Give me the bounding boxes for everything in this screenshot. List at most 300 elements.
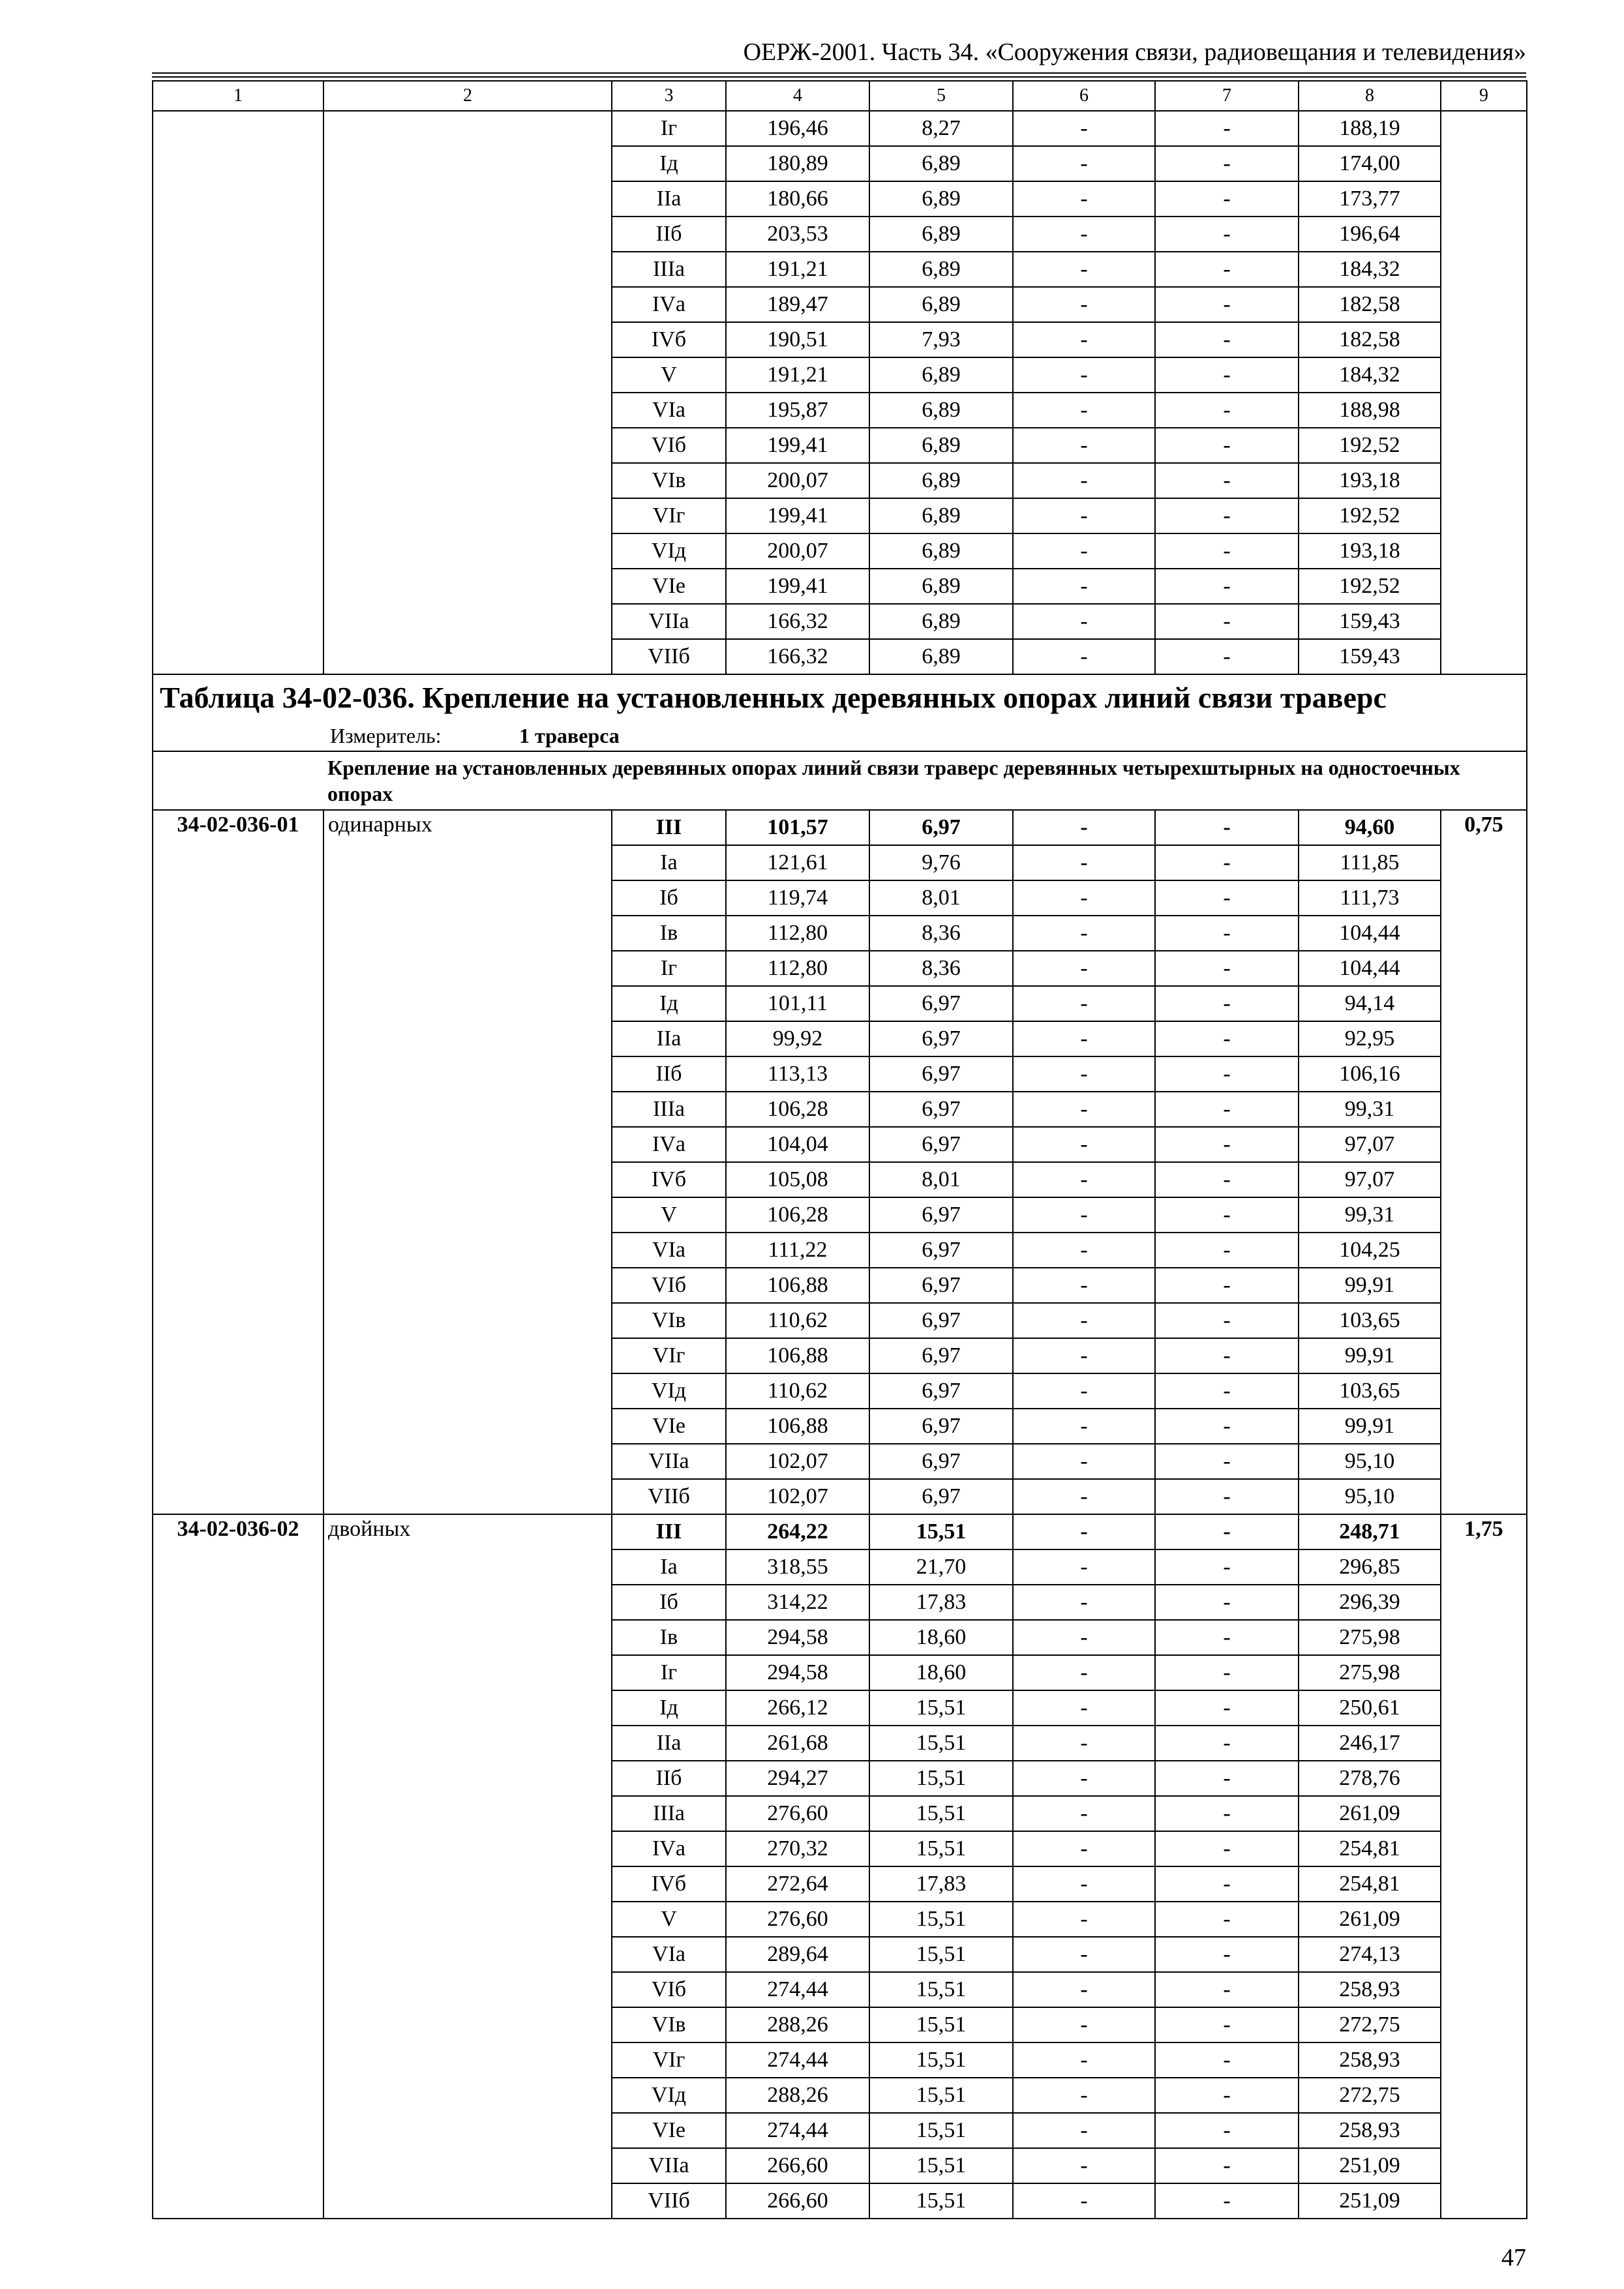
value-cell: 276,60 bbox=[726, 1796, 869, 1831]
value-cell: 106,28 bbox=[726, 1092, 869, 1127]
value-cell: - bbox=[1155, 2148, 1299, 2183]
value-cell: - bbox=[1155, 463, 1299, 498]
value-cell: 258,93 bbox=[1299, 2113, 1441, 2148]
value-cell: - bbox=[1013, 810, 1155, 845]
rates-table-body bbox=[153, 81, 1527, 2219]
value-cell: 166,32 bbox=[726, 639, 869, 674]
zone-cell: V bbox=[612, 1197, 726, 1233]
value-cell: 188,19 bbox=[1299, 111, 1441, 146]
value-cell: - bbox=[1155, 1866, 1299, 1902]
value-cell: - bbox=[1155, 1303, 1299, 1338]
unit-wrap bbox=[157, 724, 1522, 747]
value-cell: 159,43 bbox=[1299, 639, 1441, 674]
value-cell: - bbox=[1013, 1549, 1155, 1585]
value-cell: 15,51 bbox=[869, 2113, 1013, 2148]
zone-cell: VIв bbox=[612, 463, 726, 498]
value-cell: - bbox=[1155, 1338, 1299, 1373]
value-cell: 200,07 bbox=[726, 463, 869, 498]
value-cell: - bbox=[1013, 1937, 1155, 1972]
zone-cell: VIд bbox=[612, 1373, 726, 1409]
value-cell: - bbox=[1013, 146, 1155, 181]
value-cell: - bbox=[1155, 1162, 1299, 1197]
value-cell: - bbox=[1013, 2113, 1155, 2148]
value-cell: 9,76 bbox=[869, 845, 1013, 880]
value-cell: - bbox=[1013, 1796, 1155, 1831]
zone-cell: Iб bbox=[612, 880, 726, 916]
value-cell: 289,64 bbox=[726, 1937, 869, 1972]
value-cell: - bbox=[1155, 1620, 1299, 1655]
zone-cell: Iд bbox=[612, 1690, 726, 1726]
value-cell: 106,88 bbox=[726, 1338, 869, 1373]
zone-cell: VIIб bbox=[612, 1479, 726, 1514]
value-cell: - bbox=[1155, 146, 1299, 181]
value-cell: - bbox=[1155, 322, 1299, 357]
value-cell: 95,10 bbox=[1299, 1479, 1441, 1514]
value-cell: 159,43 bbox=[1299, 604, 1441, 639]
table-row bbox=[153, 810, 1527, 845]
value-cell: 199,41 bbox=[726, 498, 869, 533]
value-cell: 104,04 bbox=[726, 1127, 869, 1162]
value-cell: 254,81 bbox=[1299, 1866, 1441, 1902]
value-cell: 15,51 bbox=[869, 1726, 1013, 1761]
zone-cell: VIе bbox=[612, 1409, 726, 1444]
value-cell: - bbox=[1155, 1197, 1299, 1233]
zone-cell: V bbox=[612, 1902, 726, 1937]
value-cell: - bbox=[1155, 2007, 1299, 2042]
value-cell: 104,44 bbox=[1299, 951, 1441, 986]
value-cell: 15,51 bbox=[869, 2148, 1013, 2183]
zone-cell: Iг bbox=[612, 1655, 726, 1690]
value-cell: - bbox=[1155, 2078, 1299, 2113]
value-cell: 6,89 bbox=[869, 428, 1013, 463]
value-cell: - bbox=[1013, 1303, 1155, 1338]
value-cell: 188,98 bbox=[1299, 393, 1441, 428]
value-cell: - bbox=[1155, 1937, 1299, 1972]
column-number: 3 bbox=[612, 81, 726, 111]
value-cell: 95,10 bbox=[1299, 1444, 1441, 1479]
value-cell: - bbox=[1013, 1831, 1155, 1866]
value-cell: 15,51 bbox=[869, 1902, 1013, 1937]
value-cell: - bbox=[1013, 111, 1155, 146]
value-cell: - bbox=[1155, 1479, 1299, 1514]
section-row bbox=[153, 751, 1527, 810]
zone-cell: IIб bbox=[612, 1761, 726, 1796]
zone-cell: VIа bbox=[612, 393, 726, 428]
zone-cell: IIб bbox=[612, 1056, 726, 1092]
zone-cell: IIIа bbox=[612, 1092, 726, 1127]
value-cell: 15,51 bbox=[869, 2078, 1013, 2113]
value-cell: 272,75 bbox=[1299, 2078, 1441, 2113]
table-row bbox=[153, 1514, 1527, 1549]
value-cell: 94,14 bbox=[1299, 986, 1441, 1021]
value-cell: - bbox=[1155, 533, 1299, 569]
code-cell bbox=[153, 111, 323, 674]
value-cell: 199,41 bbox=[726, 569, 869, 604]
value-cell: 102,07 bbox=[726, 1479, 869, 1514]
value-cell: 192,52 bbox=[1299, 569, 1441, 604]
value-cell: - bbox=[1013, 1479, 1155, 1514]
value-cell: - bbox=[1013, 2078, 1155, 2113]
value-cell: - bbox=[1013, 2148, 1155, 2183]
value-cell: 275,98 bbox=[1299, 1655, 1441, 1690]
value-cell: 294,58 bbox=[726, 1620, 869, 1655]
value-cell: 104,44 bbox=[1299, 916, 1441, 951]
value-cell: 6,89 bbox=[869, 252, 1013, 287]
value-cell: 17,83 bbox=[869, 1585, 1013, 1620]
value-cell: - bbox=[1155, 1233, 1299, 1268]
value-cell: - bbox=[1013, 1197, 1155, 1233]
value-cell: - bbox=[1013, 428, 1155, 463]
zone-cell: VIв bbox=[612, 2007, 726, 2042]
value-cell: - bbox=[1013, 1127, 1155, 1162]
value-cell: 15,51 bbox=[869, 2183, 1013, 2219]
value-cell: 276,60 bbox=[726, 1902, 869, 1937]
value-cell: 275,98 bbox=[1299, 1620, 1441, 1655]
value-cell: - bbox=[1155, 2042, 1299, 2078]
value-cell: 101,57 bbox=[726, 810, 869, 845]
value-cell: - bbox=[1013, 1373, 1155, 1409]
value-cell: - bbox=[1013, 181, 1155, 217]
zone-cell: VIг bbox=[612, 1338, 726, 1373]
value-cell: - bbox=[1013, 322, 1155, 357]
value-cell: - bbox=[1155, 1409, 1299, 1444]
value-cell: - bbox=[1155, 2113, 1299, 2148]
value-cell: - bbox=[1155, 1902, 1299, 1937]
value-cell: 182,58 bbox=[1299, 287, 1441, 322]
zone-cell: Iг bbox=[612, 951, 726, 986]
value-cell: - bbox=[1155, 287, 1299, 322]
value-cell: - bbox=[1013, 1409, 1155, 1444]
value-cell: 111,22 bbox=[726, 1233, 869, 1268]
value-cell: - bbox=[1013, 2007, 1155, 2042]
value-cell: 101,11 bbox=[726, 986, 869, 1021]
column-number: 2 bbox=[323, 81, 612, 111]
zone-cell: IIа bbox=[612, 1021, 726, 1056]
value-cell: - bbox=[1155, 916, 1299, 951]
value-cell: 99,31 bbox=[1299, 1197, 1441, 1233]
zone-cell: IIIа bbox=[612, 1796, 726, 1831]
value-cell: 112,80 bbox=[726, 916, 869, 951]
value-cell: - bbox=[1013, 2183, 1155, 2219]
value-cell: - bbox=[1155, 252, 1299, 287]
section-spacer bbox=[153, 751, 323, 810]
value-cell: 15,51 bbox=[869, 1831, 1013, 1866]
value-cell: 92,95 bbox=[1299, 1021, 1441, 1056]
value-cell: - bbox=[1155, 639, 1299, 674]
value-cell: - bbox=[1155, 845, 1299, 880]
zone-cell: VIе bbox=[612, 569, 726, 604]
value-cell: - bbox=[1013, 287, 1155, 322]
value-cell: 261,09 bbox=[1299, 1796, 1441, 1831]
value-cell: - bbox=[1155, 1655, 1299, 1690]
value-cell: - bbox=[1013, 1655, 1155, 1690]
zone-cell: Iа bbox=[612, 845, 726, 880]
value-cell: - bbox=[1013, 1233, 1155, 1268]
value-cell: 15,51 bbox=[869, 1690, 1013, 1726]
value-cell: - bbox=[1155, 1726, 1299, 1761]
item-name: двойных bbox=[323, 1514, 612, 2219]
zone-cell: VIIа bbox=[612, 604, 726, 639]
zone-cell: VIIа bbox=[612, 2148, 726, 2183]
value-cell: - bbox=[1013, 1902, 1155, 1937]
value-cell: 254,81 bbox=[1299, 1831, 1441, 1866]
value-cell: 97,07 bbox=[1299, 1162, 1441, 1197]
value-cell: - bbox=[1013, 533, 1155, 569]
value-cell: - bbox=[1155, 951, 1299, 986]
name-cell bbox=[323, 111, 612, 674]
value-cell: 6,97 bbox=[869, 1268, 1013, 1303]
section-heading: Крепление на установленных деревянных опорах линий связи траверс деревянных четырехштырных на одностоечных опорах bbox=[323, 751, 1527, 810]
value-cell: 190,51 bbox=[726, 322, 869, 357]
value-cell: 192,52 bbox=[1299, 498, 1441, 533]
value-cell: 199,41 bbox=[726, 428, 869, 463]
value-cell: 274,44 bbox=[726, 1972, 869, 2007]
value-cell: 113,13 bbox=[726, 1056, 869, 1092]
value-cell: 6,97 bbox=[869, 1409, 1013, 1444]
value-cell: 272,64 bbox=[726, 1866, 869, 1902]
value-cell: 278,76 bbox=[1299, 1761, 1441, 1796]
value-cell: 6,89 bbox=[869, 217, 1013, 252]
zone-cell: Iд bbox=[612, 146, 726, 181]
value-cell: 294,58 bbox=[726, 1655, 869, 1690]
value-cell: - bbox=[1155, 1690, 1299, 1726]
value-cell: - bbox=[1155, 2183, 1299, 2219]
value-cell: 193,18 bbox=[1299, 463, 1441, 498]
value-cell: 6,97 bbox=[869, 1021, 1013, 1056]
rates-table-container bbox=[152, 80, 1526, 2219]
value-cell: 266,60 bbox=[726, 2183, 869, 2219]
value-cell: - bbox=[1155, 498, 1299, 533]
value-cell: 99,92 bbox=[726, 1021, 869, 1056]
value-cell: 15,51 bbox=[869, 1761, 1013, 1796]
value-cell: - bbox=[1013, 1162, 1155, 1197]
value-cell: 251,09 bbox=[1299, 2148, 1441, 2183]
zone-cell: IVб bbox=[612, 1162, 726, 1197]
value-cell: 110,62 bbox=[726, 1303, 869, 1338]
value-cell: 6,89 bbox=[869, 533, 1013, 569]
value-cell: 6,97 bbox=[869, 1303, 1013, 1338]
value-cell: 15,51 bbox=[869, 1972, 1013, 2007]
value-cell: 18,60 bbox=[869, 1620, 1013, 1655]
value-cell: 195,87 bbox=[726, 393, 869, 428]
value-cell: 110,62 bbox=[726, 1373, 869, 1409]
zone-cell: VIг bbox=[612, 2042, 726, 2078]
zone-cell: VIв bbox=[612, 1303, 726, 1338]
value-cell: - bbox=[1155, 1549, 1299, 1585]
value-cell: 264,22 bbox=[726, 1514, 869, 1549]
value-cell: 15,51 bbox=[869, 2007, 1013, 2042]
value-cell: 193,18 bbox=[1299, 533, 1441, 569]
rates-table bbox=[152, 80, 1527, 2219]
value-cell: 7,93 bbox=[869, 322, 1013, 357]
value-cell: - bbox=[1155, 1831, 1299, 1866]
item-code: 34-02-036-02 bbox=[153, 1514, 323, 2219]
value-cell: - bbox=[1013, 1021, 1155, 1056]
value-cell: 6,97 bbox=[869, 1338, 1013, 1373]
page-number: 47 bbox=[1501, 2244, 1526, 2271]
column-number: 7 bbox=[1155, 81, 1299, 111]
value-cell: 258,93 bbox=[1299, 1972, 1441, 2007]
value-cell: - bbox=[1155, 1514, 1299, 1549]
zone-cell: VIб bbox=[612, 1972, 726, 2007]
unit-value: 1 траверса bbox=[519, 724, 620, 747]
value-cell: 15,51 bbox=[869, 1514, 1013, 1549]
value-cell: - bbox=[1155, 428, 1299, 463]
zone-cell: VIг bbox=[612, 498, 726, 533]
value-cell: 180,89 bbox=[726, 146, 869, 181]
zone-cell: VIе bbox=[612, 2113, 726, 2148]
zone-cell: Iа bbox=[612, 1549, 726, 1585]
value-cell: 6,97 bbox=[869, 1127, 1013, 1162]
value-cell: - bbox=[1013, 393, 1155, 428]
value-cell: - bbox=[1013, 916, 1155, 951]
value-cell: - bbox=[1155, 1796, 1299, 1831]
value-cell: - bbox=[1155, 880, 1299, 916]
value-cell: 296,39 bbox=[1299, 1585, 1441, 1620]
value-cell: - bbox=[1013, 252, 1155, 287]
value-cell: 274,44 bbox=[726, 2113, 869, 2148]
unit-label: Измеритель: bbox=[330, 724, 442, 747]
value-cell: 6,89 bbox=[869, 639, 1013, 674]
value-cell: 274,13 bbox=[1299, 1937, 1441, 1972]
value-cell: - bbox=[1013, 1092, 1155, 1127]
value-cell: - bbox=[1155, 604, 1299, 639]
value-cell: 191,21 bbox=[726, 357, 869, 393]
labor-value: 1,75 bbox=[1441, 1514, 1527, 2219]
value-cell: 266,60 bbox=[726, 2148, 869, 2183]
value-cell: 102,07 bbox=[726, 1444, 869, 1479]
value-cell: 200,07 bbox=[726, 533, 869, 569]
zone-cell: VIIб bbox=[612, 2183, 726, 2219]
value-cell: 106,16 bbox=[1299, 1056, 1441, 1092]
value-cell: 15,51 bbox=[869, 1937, 1013, 1972]
value-cell: - bbox=[1155, 1373, 1299, 1409]
value-cell: 17,83 bbox=[869, 1866, 1013, 1902]
value-cell: - bbox=[1013, 1690, 1155, 1726]
value-cell: - bbox=[1155, 1585, 1299, 1620]
zone-cell: IVб bbox=[612, 322, 726, 357]
zone-cell: IVа bbox=[612, 1831, 726, 1866]
value-cell: 6,97 bbox=[869, 1056, 1013, 1092]
column-number: 1 bbox=[153, 81, 323, 111]
column-number: 6 bbox=[1013, 81, 1155, 111]
value-cell: - bbox=[1013, 217, 1155, 252]
zone-cell: V bbox=[612, 357, 726, 393]
value-cell: 6,89 bbox=[869, 498, 1013, 533]
value-cell: 274,44 bbox=[726, 2042, 869, 2078]
header-rule bbox=[152, 72, 1526, 78]
value-cell: 248,71 bbox=[1299, 1514, 1441, 1549]
value-cell: 99,91 bbox=[1299, 1268, 1441, 1303]
value-cell: - bbox=[1013, 986, 1155, 1021]
table-title: Таблица 34-02-036. Крепление на установленных деревянных опорах линий связи траверс bbox=[153, 674, 1527, 721]
value-cell: 246,17 bbox=[1299, 1726, 1441, 1761]
value-cell: 261,68 bbox=[726, 1726, 869, 1761]
value-cell: - bbox=[1013, 1585, 1155, 1620]
value-cell: - bbox=[1013, 1514, 1155, 1549]
value-cell: 103,65 bbox=[1299, 1373, 1441, 1409]
column-number: 9 bbox=[1441, 81, 1527, 111]
value-cell: 266,12 bbox=[726, 1690, 869, 1726]
zone-cell: Iд bbox=[612, 986, 726, 1021]
table-title-row bbox=[153, 674, 1527, 721]
value-cell: 6,89 bbox=[869, 393, 1013, 428]
value-cell: - bbox=[1013, 880, 1155, 916]
value-cell: 8,36 bbox=[869, 916, 1013, 951]
zone-cell: VIа bbox=[612, 1937, 726, 1972]
value-cell: - bbox=[1013, 1620, 1155, 1655]
value-cell: 6,89 bbox=[869, 604, 1013, 639]
zone-cell: IIа bbox=[612, 181, 726, 217]
value-cell: 6,89 bbox=[869, 357, 1013, 393]
zone-cell: VIIб bbox=[612, 639, 726, 674]
zone-cell: Iб bbox=[612, 1585, 726, 1620]
value-cell: - bbox=[1013, 604, 1155, 639]
value-cell: - bbox=[1013, 1444, 1155, 1479]
zone-cell: IIа bbox=[612, 1726, 726, 1761]
value-cell: - bbox=[1155, 1056, 1299, 1092]
value-cell: - bbox=[1155, 1761, 1299, 1796]
value-cell: 318,55 bbox=[726, 1549, 869, 1585]
zone-cell: VIIа bbox=[612, 1444, 726, 1479]
value-cell: 196,64 bbox=[1299, 217, 1441, 252]
item-code: 34-02-036-01 bbox=[153, 810, 323, 1514]
value-cell: - bbox=[1013, 1761, 1155, 1796]
unit-cell bbox=[153, 721, 1527, 751]
table-row bbox=[153, 111, 1527, 146]
column-number: 5 bbox=[869, 81, 1013, 111]
value-cell: 189,47 bbox=[726, 287, 869, 322]
value-cell: - bbox=[1155, 217, 1299, 252]
value-cell: 6,97 bbox=[869, 1373, 1013, 1409]
value-cell: 191,21 bbox=[726, 252, 869, 287]
value-cell: 6,97 bbox=[869, 1479, 1013, 1514]
labor-cell bbox=[1441, 111, 1527, 674]
value-cell: 94,60 bbox=[1299, 810, 1441, 845]
value-cell: 6,97 bbox=[869, 1197, 1013, 1233]
value-cell: 97,07 bbox=[1299, 1127, 1441, 1162]
value-cell: 6,97 bbox=[869, 1092, 1013, 1127]
value-cell: 6,89 bbox=[869, 463, 1013, 498]
value-cell: 99,31 bbox=[1299, 1092, 1441, 1127]
zone-cell: III bbox=[612, 810, 726, 845]
zone-cell: VIб bbox=[612, 428, 726, 463]
value-cell: 106,88 bbox=[726, 1409, 869, 1444]
value-cell: - bbox=[1013, 463, 1155, 498]
value-cell: 6,97 bbox=[869, 810, 1013, 845]
value-cell: 99,91 bbox=[1299, 1338, 1441, 1373]
value-cell: - bbox=[1013, 1338, 1155, 1373]
value-cell: 6,89 bbox=[869, 287, 1013, 322]
value-cell: 15,51 bbox=[869, 1796, 1013, 1831]
value-cell: 6,97 bbox=[869, 986, 1013, 1021]
value-cell: 8,36 bbox=[869, 951, 1013, 986]
value-cell: 250,61 bbox=[1299, 1690, 1441, 1726]
value-cell: - bbox=[1013, 951, 1155, 986]
value-cell: 6,97 bbox=[869, 1233, 1013, 1268]
value-cell: - bbox=[1155, 393, 1299, 428]
zone-cell: Iв bbox=[612, 1620, 726, 1655]
value-cell: - bbox=[1155, 357, 1299, 393]
value-cell: 106,88 bbox=[726, 1268, 869, 1303]
value-cell: 119,74 bbox=[726, 880, 869, 916]
value-cell: - bbox=[1013, 1268, 1155, 1303]
column-number-row bbox=[153, 81, 1527, 111]
zone-cell: VIа bbox=[612, 1233, 726, 1268]
value-cell: - bbox=[1013, 845, 1155, 880]
value-cell: 180,66 bbox=[726, 181, 869, 217]
value-cell: 251,09 bbox=[1299, 2183, 1441, 2219]
